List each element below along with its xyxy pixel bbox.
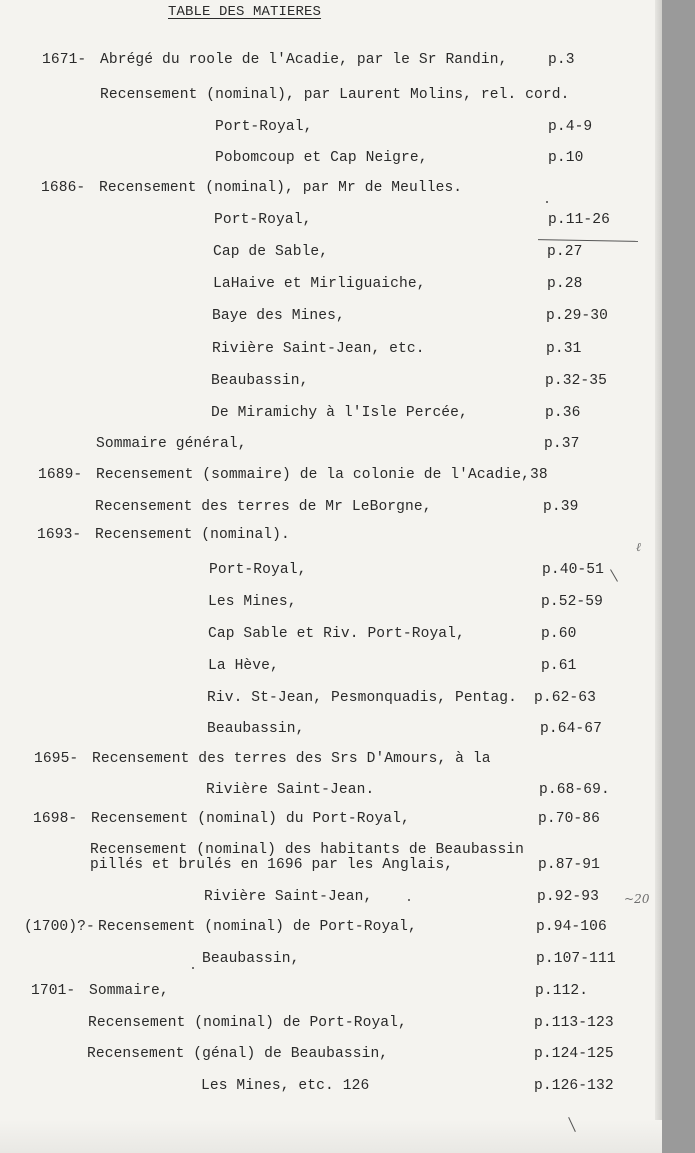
toc-entry [0,119,662,141]
entry-text: Recensement (génal) de Beaubassin, [87,1046,389,1062]
toc-entry [0,373,662,395]
entry-year: 1689- [38,467,83,483]
entry-text: Riv. St-Jean, Pesmonquadis, Pentag. [207,690,518,706]
entry-text: LaHaive et Mirliguaiche, [213,276,426,292]
entry-page: p.60 [541,626,577,642]
entry-year: 1698- [33,811,78,827]
entry-year: 1671- [42,52,87,68]
entry-page: p.29-30 [546,308,609,324]
toc-entry [0,467,662,489]
entry-text: Les Mines, etc. 126 [201,1078,370,1094]
page-title: TABLE DES MATIERES [168,4,322,20]
entry-page: p.126-132 [534,1078,614,1094]
entry-page: p.70-86 [538,811,601,827]
entry-text: Recensement (sommaire) de la colonie de l'Acadie,38 [96,467,548,483]
pen-dot [192,967,194,969]
entry-text: Recensement (nominal) de Port-Royal, [88,1015,407,1031]
entry-page: p.32-35 [545,373,608,389]
entry-text: Recensement (nominal), par Mr de Meulles. [99,180,463,196]
entry-text: Port-Royal, [215,119,313,135]
entry-text: Cap Sable et Riv. Port-Royal, [208,626,465,642]
entry-page: p.31 [546,341,582,357]
entry-page: p.92-93 [537,889,600,905]
pen-underline [538,239,638,242]
toc-entry [0,690,662,712]
entry-text: Beaubassin, [207,721,305,737]
entry-page: p.64-67 [540,721,603,737]
toc-entry [0,919,662,941]
entry-page: p.124-125 [534,1046,614,1062]
entry-page: p.11-26 [548,212,611,228]
entry-page: p.39 [543,499,579,515]
entry-text: La Hève, [208,658,279,674]
entry-year: (1700)?- [24,919,95,935]
entry-text: Port-Royal, [209,562,307,578]
entry-page: p.27 [547,244,583,260]
toc-entry [0,499,662,521]
entry-page: p.61 [541,658,577,674]
entry-text: Cap de Sable, [213,244,329,260]
toc-entry [0,276,662,298]
entry-text: Port-Royal, [214,212,312,228]
entry-year: 1701- [31,983,76,999]
entry-page: p.113-123 [534,1015,614,1031]
toc-entry [0,658,662,680]
toc-entry [0,751,662,773]
entry-text: Recensement (nominal) de Port-Royal, [98,919,417,935]
toc-entry [0,1078,662,1100]
entry-text: Abrégé du roole de l'Acadie, par le Sr Randin, [100,52,508,68]
entry-year: 1695- [34,751,79,767]
entry-page: p.52-59 [541,594,604,610]
entry-year: 1686- [41,180,86,196]
toc-entry [0,244,662,266]
toc-entry [0,212,662,234]
entry-text: Baye des Mines, [212,308,345,324]
entry-text: Recensement des terres des Srs D'Amours, à la [92,751,491,767]
page-bottom-band [0,1120,662,1153]
entry-page: p.68-69. [539,782,610,798]
toc-entry [0,594,662,616]
toc-entry [0,150,662,172]
entry-page: p.37 [544,436,580,452]
toc-entry [0,1046,662,1068]
margin-mark: ℓ [636,540,642,554]
toc-entry [0,87,662,109]
entry-text: Beaubassin, [211,373,309,389]
toc-entry [0,951,662,973]
entry-text: Recensement (nominal), par Laurent Molins, rel. cord. [100,87,570,103]
entry-text: Les Mines, [208,594,297,610]
margin-note: ~20 [624,892,650,906]
toc-entry [0,811,662,833]
entry-text: Recensement (nominal) des habitants de Beaubassin [90,842,525,858]
entry-text: Sommaire, [89,983,169,999]
entry-page: p.87-91 [538,857,601,873]
entry-year: 1693- [37,527,82,543]
toc-entry [0,180,662,202]
toc-entry [0,721,662,743]
entry-text: Rivière Saint-Jean. [206,782,375,798]
pen-dot [546,201,548,203]
entry-page: p.4-9 [548,119,593,135]
toc-entry [0,889,662,911]
toc-entry [0,436,662,458]
toc-entry [0,782,662,804]
entry-text: Recensement des terres de Mr LeBorgne, [95,499,432,515]
entry-page: p.62-63 [534,690,597,706]
toc-entry [0,405,662,427]
toc-entry [0,1015,662,1037]
toc-entry [0,527,662,549]
toc-entry [0,562,662,584]
entry-page: p.40-51 [542,562,605,578]
entry-page: p.28 [547,276,583,292]
entry-text: Recensement (nominal) du Port-Royal, [91,811,410,827]
entry-text: pillés et brulés en 1696 par les Anglais, [90,857,454,873]
entry-page: p.36 [545,405,581,421]
entry-page: p.3 [548,52,575,68]
entry-text: Rivière Saint-Jean, etc. [212,341,425,357]
entry-text: Rivière Saint-Jean, [204,889,373,905]
entry-page: p.94-106 [536,919,607,935]
toc-entry [0,341,662,363]
toc-entry [0,308,662,330]
toc-entry [0,857,662,879]
entry-text: De Miramichy à l'Isle Percée, [211,405,468,421]
toc-entry [0,983,662,1005]
entry-text: Sommaire général, [96,436,247,452]
pen-dot [408,899,410,901]
entry-text: Recensement (nominal). [95,527,290,543]
entry-page: p.112. [535,983,589,999]
toc-entry [0,52,662,74]
toc-entry [0,626,662,648]
entry-text: Pobomcoup et Cap Neigre, [215,150,428,166]
entry-page: p.107-111 [536,951,616,967]
entry-page: p.10 [548,150,584,166]
entry-text: Beaubassin, [202,951,300,967]
